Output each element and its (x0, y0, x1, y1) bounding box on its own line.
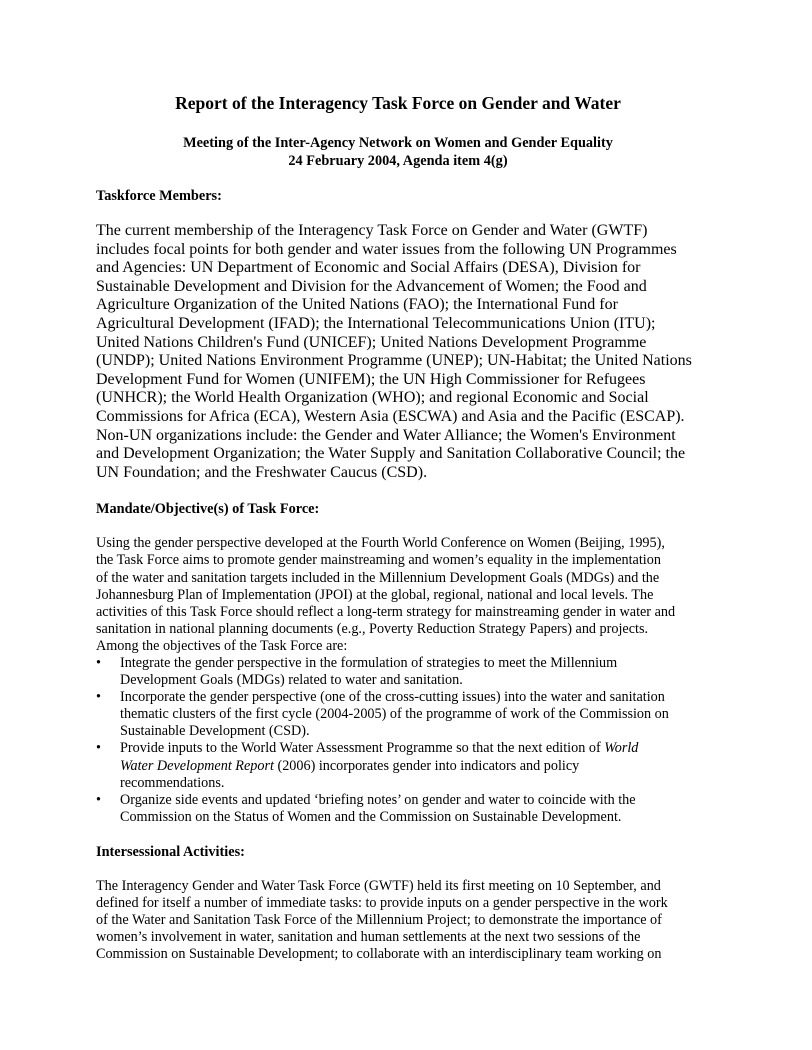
objectives-list (96, 655, 700, 826)
bullet-icon: • (96, 654, 101, 671)
list-item-line: Sustainable Development (CSD). (120, 723, 310, 740)
paragraph-line: (UNHCR); the World Health Organization (WHO); and regional Economic and Social (96, 389, 649, 407)
section-heading-intersessional: Intersessional Activities: (96, 843, 245, 860)
paragraph-line: sanitation in national planning documents (e.g., Poverty Reduction Strategy Papers) and projects. (96, 620, 649, 637)
paragraph-line: UN Foundation; and the Freshwater Caucus (CSD). (96, 463, 428, 481)
paragraph-line: Commissions for Africa (ECA), Western Asia (ESCWA) and Asia and the Pacific (ESCAP). (96, 407, 685, 425)
paragraph-line: Development Fund for Women (UNIFEM); the UN High Commissioner for Refugees (96, 370, 646, 388)
list-item-line (120, 740, 700, 757)
paragraph-line: Agricultural Development (IFAD); the International Telecommunications Union (ITU); (96, 314, 656, 332)
list-item-line: Commission on the Status of Women and the Commission on Sustainable Development. (120, 808, 622, 825)
paragraph-line: and Agencies: UN Department of Economic and Social Affairs (DESA), Division for (96, 259, 641, 277)
paragraph-line: of the Water and Sanitation Task Force of the Millennium Project; to demonstrate the importance of (96, 912, 662, 929)
publication-title: Water Development Report (120, 757, 274, 774)
paragraph-line: (UNDP); United Nations Environment Programme (UNEP); UN-Habitat; the United Nations (96, 352, 692, 370)
list-item-line: thematic clusters of the first cycle (2004-2005) of the programme of work of the Commission on (120, 706, 669, 723)
publication-title: World (604, 740, 639, 757)
paragraph-line: Johannesburg Plan of Implementation (JPOI) at the global, regional, national and local levels. The (96, 586, 654, 603)
paragraph-line: activities of this Task Force should reflect a long-term strategy for mainstreaming gender in water and (96, 603, 676, 620)
list-item-line: Incorporate the gender perspective (one of the cross-cutting issues) into the water and sanitation (120, 689, 665, 706)
list-item-line (120, 758, 700, 775)
paragraph-line: the Task Force aims to promote gender mainstreaming and women’s equality in the implementation (96, 552, 661, 569)
paragraph-line: includes focal points for both gender and water issues from the following UN Programmes (96, 240, 677, 258)
section-heading-mandate: Mandate/Objective(s) of Task Force: (96, 501, 320, 518)
subtitle-line: 24 February 2004, Agenda item 4(g) (288, 153, 508, 169)
paragraph-line: women’s involvement in water, sanitation and human settlements at the next two sessions of the (96, 929, 641, 946)
list-item-line: Development Goals (MDGs) related to water and sanitation. (120, 672, 463, 689)
document-page (96, 92, 700, 963)
mandate-paragraph (96, 535, 700, 826)
subtitle-line: Meeting of the Inter-Agency Network on Women and Gender Equality (183, 135, 613, 151)
list-item-line: Organize side events and updated ‘briefing notes’ on gender and water to coincide with the (120, 791, 636, 808)
paragraph-line: Using the gender perspective developed at the Fourth World Conference on Women (Beijing, 1995), (96, 535, 665, 552)
paragraph-line: Agriculture Organization of the United Nations (FAO); the International Fund for (96, 296, 618, 314)
paragraph-line: Among the objectives of the Task Force are: (96, 637, 348, 654)
list-item-text: (2006) incorporates gender into indicators and policy (273, 757, 580, 774)
members-paragraph (96, 222, 700, 482)
paragraph-line: United Nations Children's Fund (UNICEF); United Nations Development Programme (96, 333, 647, 351)
paragraph-line: defined for itself a number of immediate tasks: to provide inputs on a gender perspective in the work (96, 895, 668, 911)
paragraph-line: Non-UN organizations include: the Gender and Water Alliance; the Women's Environment (96, 426, 676, 444)
intersessional-paragraph (96, 878, 700, 963)
list-item (96, 792, 700, 826)
paragraph-line: Commission on Sustainable Development; to collaborate with an interdisciplinary team working on (96, 946, 662, 963)
paragraph-line: of the water and sanitation targets included in the Millennium Development Goals (MDGs) and the (96, 569, 660, 586)
paragraph-line: Sustainable Development and Division for the Advancement of Women; the Food and (96, 277, 647, 295)
paragraph-line: The Interagency Gender and Water Task Force (GWTF) held its first meeting on 10 September, and (96, 877, 661, 894)
list-item (96, 655, 700, 689)
list-item (96, 740, 700, 791)
paragraph-line: and Development Organization; the Water Supply and Sanitation Collaborative Council; the (96, 445, 686, 463)
bullet-icon: • (96, 689, 101, 706)
meeting-subtitle (96, 134, 700, 170)
list-item-line: recommendations. (120, 774, 225, 791)
list-item-text: Provide inputs to the World Water Assessment Programme so that the next edition of (120, 740, 605, 757)
section-heading-members: Taskforce Members: (96, 188, 222, 204)
report-title: Report of the Interagency Task Force on Gender and Water (175, 93, 621, 113)
list-item-line: Integrate the gender perspective in the formulation of strategies to meet the Millennium (120, 654, 618, 671)
list-item (96, 689, 700, 740)
bullet-icon: • (96, 791, 101, 808)
paragraph-line: The current membership of the Interagency Task Force on Gender and Water (GWTF) (96, 222, 648, 239)
bullet-icon: • (96, 740, 101, 757)
